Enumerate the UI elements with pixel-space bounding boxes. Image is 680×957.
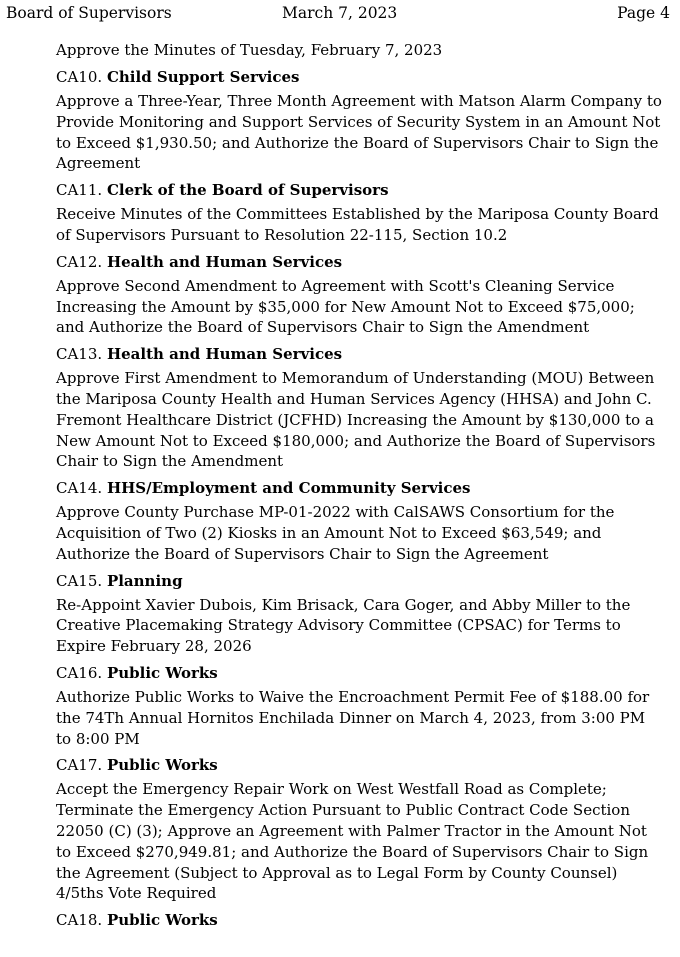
agenda-item-heading <box>56 478 662 499</box>
agenda-item-department: Child Support Services <box>106 68 300 86</box>
header-page-number: Page 4 <box>617 4 670 22</box>
agenda-item-description: Approve County Purchase MP-01-2022 with CalSAWS Consortium for the Acquisition of Two (2) Kiosks in an Amount Not to Exceed $63,549; and Authorize the Board of Supervisors Chair to Sign the Agreement <box>56 503 615 563</box>
agenda-item-department: HHS/Employment and Community Services <box>106 479 471 498</box>
agenda-item-description: Accept the Emergency Repair Work on West Westfall Road as Complete; Terminate the Emergency Action Pursuant to Public Contract Code Section 22050 (C) (3); Approve an Agreement with Palmer Tractor in the Amount Not to Exceed $270,949.81; and Authorize the Board of Supervisors Chair to Sign the Agreement (Subject to Approval as to Legal Form by County Counsel) 4/5ths Vote Required <box>56 780 649 903</box>
agenda-item-heading <box>56 755 662 776</box>
agenda-item-code: CA10. <box>56 68 103 86</box>
agenda-item-department: Health and Human Services <box>106 252 343 271</box>
agenda-item-heading <box>56 571 662 592</box>
agenda-item-code: CA18. <box>56 911 103 930</box>
agenda-item-department: Public Works <box>106 911 218 930</box>
agenda-item-heading <box>56 252 662 273</box>
agenda-item-code: CA14. <box>56 479 103 498</box>
consent-agenda <box>56 40 662 934</box>
agenda-item-description: Approve Second Amendment to Agreement with Scott's Cleaning Service Increasing the Amount by $35,000 for New Amount Not to Exceed $75,000; and Authorize the Board of Supervisors Chair to Sign the Amendment <box>56 276 635 337</box>
agenda-item-heading <box>56 344 662 365</box>
agenda-item-description: Authorize Public Works to Waive the Encroachment Permit Fee of $188.00 for the 74Th Annual Hornitos Enchilada Dinner on March 4, 2023, from 3:00 PM to 8:00 PM <box>56 687 650 748</box>
agenda-item-heading <box>56 180 662 201</box>
agenda-item <box>56 252 662 338</box>
agenda-item-heading <box>56 910 662 931</box>
agenda-item-heading <box>56 67 662 88</box>
agenda-item <box>56 180 662 246</box>
header-date: March 7, 2023 <box>282 4 398 22</box>
header-board-name: Board of Supervisors <box>6 4 172 22</box>
page-header <box>6 4 670 24</box>
agenda-item-code: CA11. <box>56 181 103 200</box>
agenda-item-code: CA12. <box>56 252 103 271</box>
agenda-item-code: CA15. <box>56 571 103 590</box>
agenda-item <box>56 478 662 564</box>
agenda-item-department: Clerk of the Board of Supervisors <box>106 181 389 200</box>
agenda-item-heading <box>56 663 662 684</box>
agenda-item-description: Approve First Amendment to Memorandum of Understanding (MOU) Between the Mariposa County Health and Human Services Agency (HHSA) and John C. Fremont Healthcare District (JCFHD) Increasing the Amount by $130,000 to a New Amount Not to Exceed $180,000; and Authorize the Board of Supervisors Chair to Sign the Amendment <box>56 369 656 471</box>
agenda-item-department: Health and Human Services <box>106 345 343 364</box>
agenda-item <box>56 910 662 931</box>
agenda-item-code: CA16. <box>56 663 103 682</box>
intro-text: Approve the Minutes of Tuesday, February 7, 2023 <box>56 41 443 59</box>
agenda-item-code: CA17. <box>56 756 103 775</box>
agenda-item-description: Re-Appoint Xavier Dubois, Kim Brisack, Cara Goger, and Abby Miller to the Creative Placemaking Strategy Advisory Committee (CPSAC) for Terms to Expire February 28, 2026 <box>56 595 631 656</box>
agenda-item-description: Approve a Three-Year, Three Month Agreement with Matson Alarm Company to Provide Monitoring and Support Services of Security System in an Amount Not to Exceed $1,930.50; and Authorize the Board of Supervisors Chair to Sign the Agreement <box>56 92 662 173</box>
agenda-item-description: Receive Minutes of the Committees Established by the Mariposa County Board of Supervisors Pursuant to Resolution 22-115, Section 10.2 <box>56 205 659 244</box>
agenda-item-department: Planning <box>106 571 183 590</box>
agenda-item <box>56 663 662 749</box>
agenda-item-department: Public Works <box>106 756 218 775</box>
agenda-item <box>56 755 662 904</box>
agenda-item <box>56 571 662 657</box>
agenda-item-department: Public Works <box>106 663 218 682</box>
agenda-item <box>56 67 662 174</box>
agenda-item <box>56 344 662 472</box>
agenda-items-list <box>56 67 662 931</box>
agenda-item-code: CA13. <box>56 345 103 364</box>
